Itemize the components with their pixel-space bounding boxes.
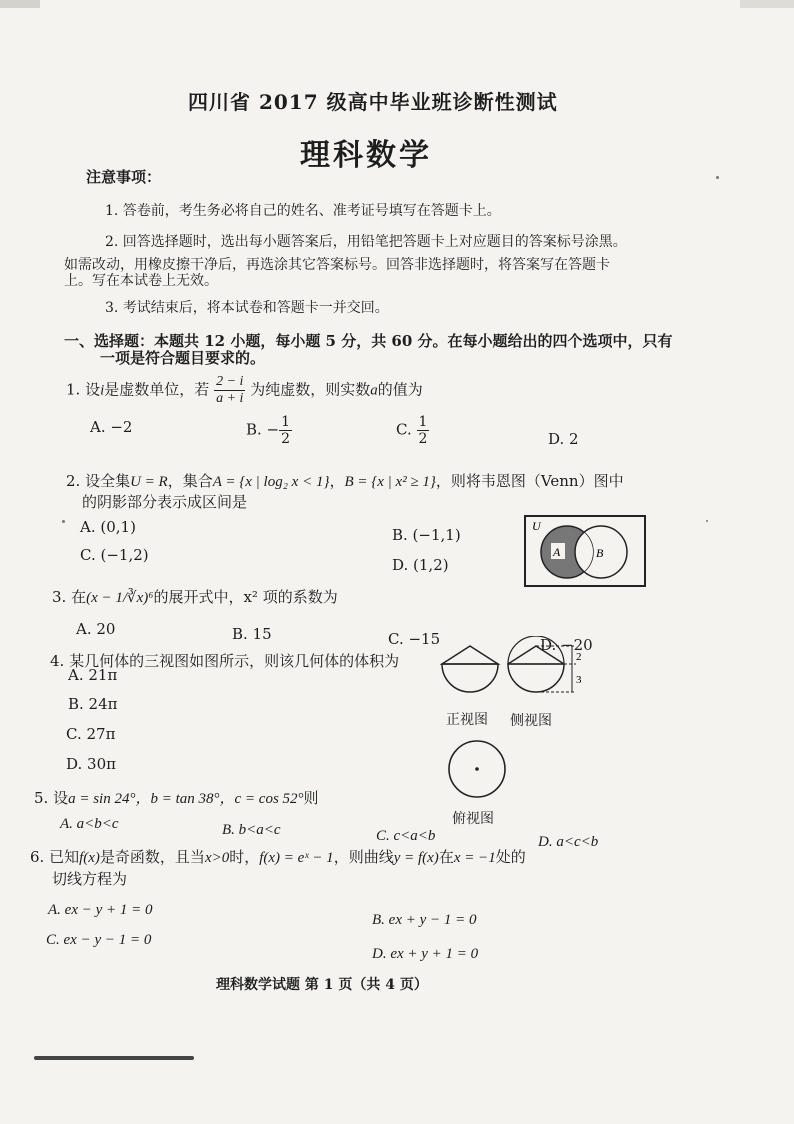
- q2-option-a: A. (0,1): [80, 518, 136, 536]
- q3-option-a: A. 20: [76, 620, 116, 638]
- venn-diagram: [524, 515, 646, 587]
- q2-option-c: C. (−1,2): [80, 546, 149, 564]
- section-instructions: 一、选择题：本题共 12 小题，每小题 5 分，共 60 分。在每小题给出的四个选项中，只有: [64, 332, 673, 350]
- q2-option-d: D. (1,2): [392, 556, 449, 574]
- question-6-stem: 6. 已知f(x)是奇函数，且当x>0时，f(x) = eˣ − 1，则曲线y = f(x)在x = −1处的: [30, 848, 526, 866]
- front-view-label: 正视图: [446, 712, 488, 728]
- scan-speck: [716, 176, 719, 179]
- exam-title: 四川省 2017 级高中毕业班诊断性测试: [188, 90, 558, 114]
- side-view-shape: [508, 636, 576, 692]
- venn-b-label: B: [596, 546, 604, 560]
- scan-edge-line: [34, 1056, 194, 1060]
- dimension-2-label: 2: [576, 651, 582, 663]
- q3-option-b: B. 15: [232, 625, 272, 643]
- notice-item-2: 2. 回答选择题时，选出每小题答案后，用铅笔把答题卡上对应题目的答案标号涂黑。: [105, 234, 627, 250]
- q3-option-d: D. −20: [540, 636, 593, 654]
- q6-option-d: D. ex + y + 1 = 0: [372, 946, 479, 962]
- notice-item-3: 3. 考试结束后，将本试卷和答题卡一并交回。: [105, 300, 389, 316]
- top-view-shape: [446, 738, 508, 800]
- question-2-stem-cont: 的阴影部分表示成区间是: [82, 493, 248, 511]
- notice-item-1: 1. 答卷前，考生务必将自己的姓名、准考证号填写在答题卡上。: [105, 203, 501, 219]
- q1-fraction: $\frac{2 - i}{a + i}$: [216, 374, 244, 406]
- q6-option-b: B. ex + y − 1 = 0: [372, 912, 477, 928]
- q5-option-a: A. a<b<c: [60, 816, 119, 832]
- scan-corner-shade: [0, 0, 40, 8]
- q1-option-c: C. $\frac{1}{2}$: [396, 414, 428, 447]
- q4-option-a: A. 21π: [68, 666, 118, 684]
- question-2-stem: 2. 设全集U = R，集合A = {x | log₂ x < 1}，B = {x | x² ≥ 1}，则将韦恩图（Venn）图中: [66, 472, 624, 490]
- question-3-stem: 3. 在(x − 1/∛x)⁶的展开式中，x² 项的系数为: [52, 588, 338, 606]
- q4-option-d: D. 30π: [66, 755, 116, 773]
- notice-item-2-cont: 如需改动，用橡皮擦干净后，再选涂其它答案标号。回答非选择题时，将答案写在答题卡: [64, 257, 610, 273]
- q4-option-b: B. 24π: [68, 695, 118, 713]
- side-view-label: 侧视图: [510, 713, 552, 729]
- q2-option-b: B. (−1,1): [392, 526, 461, 544]
- q5-option-d: D. a<c<b: [538, 834, 599, 850]
- top-view-label: 俯视图: [452, 811, 494, 827]
- q1-option-b: B. − $\frac{1}{2}$: [246, 414, 291, 447]
- scan-speck: [62, 520, 65, 523]
- question-5-stem: 5. 设a = sin 24°，b = tan 38°，c = cos 52°则: [34, 789, 319, 807]
- question-4-stem: 4. 某几何体的三视图如图所示，则该几何体的体积为: [50, 652, 400, 670]
- venn-a-label: A: [553, 545, 561, 559]
- q6-option-c: C. ex − y − 1 = 0: [46, 932, 152, 948]
- section-instructions-cont: 一项是符合题目要求的。: [100, 349, 266, 367]
- venn-u-label: U: [532, 519, 541, 533]
- three-view-front-side: [440, 636, 590, 708]
- q1-option-a: A. −2: [90, 418, 133, 436]
- q4-option-c: C. 27π: [66, 725, 116, 743]
- notice-heading: 注意事项：: [86, 168, 162, 186]
- page-footer: 理科数学试题 第 1 页（共 4 页）: [216, 977, 428, 993]
- question-1-stem: 1. 设i是虚数单位，若 $\frac{2 - i}{a + i}$ 为纯虚数，则实数a的值为: [66, 374, 423, 406]
- front-view-shape: [442, 646, 498, 692]
- q1-option-d: D. 2: [548, 430, 579, 448]
- subject-title: 理科数学: [300, 138, 432, 173]
- q5-option-c: C. c<a<b: [376, 828, 436, 844]
- q5-option-b: B. b<a<c: [222, 822, 281, 838]
- q3-option-c: C. −15: [388, 630, 441, 648]
- notice-item-2-cont2: 上。写在本试卷上无效。: [64, 273, 218, 289]
- q6-option-a: A. ex − y + 1 = 0: [48, 902, 153, 918]
- scan-corner-shade: [740, 0, 794, 8]
- scan-speck: [706, 520, 708, 522]
- question-6-stem-cont: 切线方程为: [52, 870, 128, 888]
- dimension-3-label: 3: [576, 674, 582, 686]
